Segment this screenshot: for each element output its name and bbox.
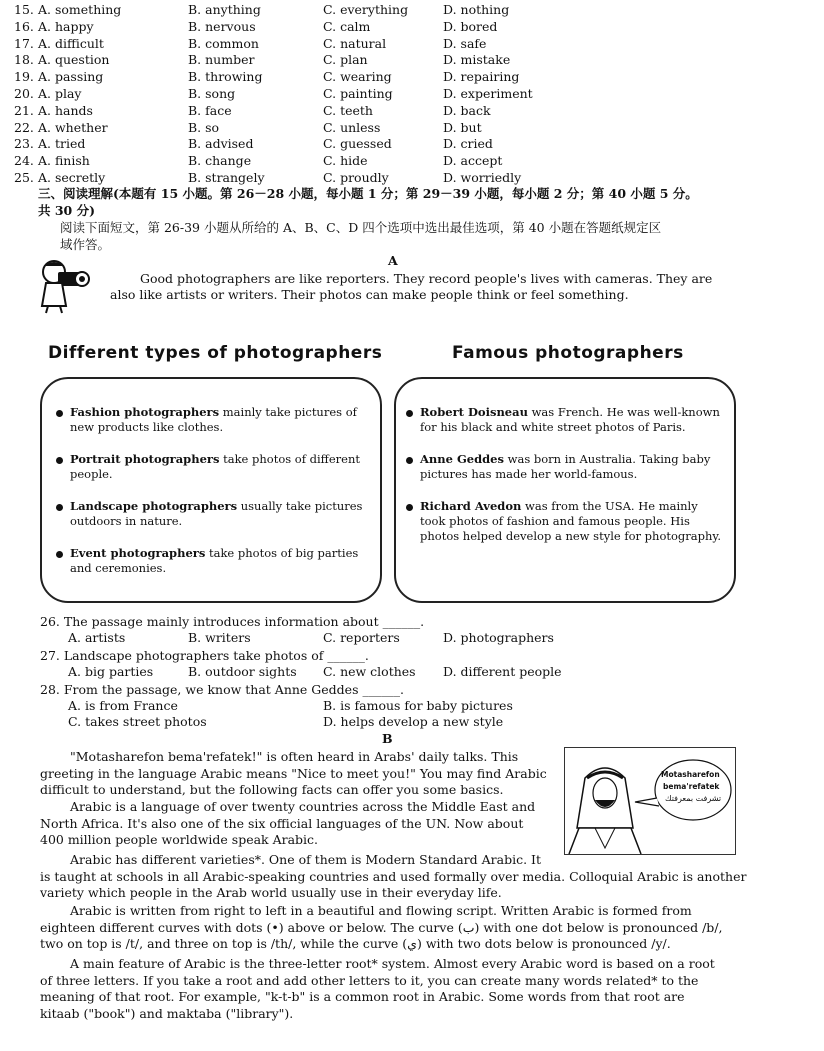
option-c: C. plan xyxy=(323,52,368,68)
item-description: was born in Australia. Taking baby pictures has made her world-famous. xyxy=(420,452,711,481)
option-a: A. hands xyxy=(38,102,93,118)
option-b: B. strangely xyxy=(188,170,265,185)
question-number: 17. xyxy=(14,35,34,51)
passage-b-line: of three letters. If you take a root and add other letters to it, you can create many words related* to the xyxy=(40,972,699,988)
item-term: Event photographers xyxy=(70,546,206,560)
section-title-cont: 共 30 分) xyxy=(38,203,96,218)
famous-photographer-item xyxy=(406,405,724,435)
left-panel-heading: Different types of photographers xyxy=(48,343,383,363)
passage-b-line: is taught at schools in all Arabic-speaking countries and used formally over media. Colloquial Arabic is another xyxy=(40,868,747,884)
passage-b-line: Arabic is a language of over twenty countries across the Middle East and xyxy=(70,799,536,814)
option-a: A. question xyxy=(38,52,110,68)
option-d: D. mistake xyxy=(443,52,511,68)
speech-line-3: تشرفت بمعرفتك xyxy=(665,794,722,803)
option-d: D. experiment xyxy=(443,86,533,101)
item-description: was French. He was well-known for his black and white street photos of Paris. xyxy=(420,405,720,434)
section-instructions-cont: 域作答。 xyxy=(60,237,111,252)
photographer-cartoon-icon xyxy=(34,258,98,314)
passage-b-line: kitaab ("book") and maktaba ("library"). xyxy=(40,1005,294,1021)
option-d: D. repairing xyxy=(443,69,520,85)
answer-option-a[interactable]: A. artists xyxy=(68,630,126,645)
passage-b-line: meaning of that root. For example, "k-t-b" is a common root in Arabic. Some words from that root are xyxy=(40,989,685,1004)
passage-b-line: "Motasharefon bema'refatek!" is often heard in Arabs' daily talks. This xyxy=(70,749,519,764)
option-c: C. hide xyxy=(323,153,368,169)
item-description: usually take pictures outdoors in nature. xyxy=(70,499,363,528)
option-b: B. song xyxy=(188,86,236,101)
item-term: Anne Geddes xyxy=(420,452,504,466)
question-stem: 28. From the passage, we know that Anne Geddes ______. xyxy=(40,682,404,697)
option-row xyxy=(14,2,614,18)
photographer-type-item xyxy=(56,405,370,435)
option-row xyxy=(14,136,614,152)
answer-option-a[interactable]: A. is from France xyxy=(68,698,178,713)
passage-b-line: Arabic is written from right to left in a beautiful and flowing script. Written Arabic is formed from xyxy=(70,903,692,918)
answer-option-c[interactable]: C. reporters xyxy=(323,630,400,645)
passage-b-label: B xyxy=(382,731,393,746)
question-stem: 27. Landscape photographers take photos of ______. xyxy=(40,648,369,663)
item-term: Richard Avedon xyxy=(420,499,522,513)
option-row xyxy=(14,19,614,35)
photographer-type-item xyxy=(56,546,370,576)
option-b: B. change xyxy=(188,153,252,169)
question-number: 16. xyxy=(14,18,34,34)
item-term: Robert Doisneau xyxy=(420,405,528,419)
option-a: A. tried xyxy=(38,136,86,152)
passage-b-line: North Africa. It's also one of the six official languages of the UN. Now about xyxy=(40,815,524,831)
option-b: B. face xyxy=(188,102,232,118)
speech-line-1: Motasharefon xyxy=(661,770,720,779)
item-description: take photos of big parties and ceremonies. xyxy=(70,546,359,575)
question-number: 21. xyxy=(14,102,34,118)
famous-photographer-item xyxy=(406,452,724,482)
option-a: A. play xyxy=(38,86,82,101)
question-number: 15. xyxy=(14,2,34,17)
answer-option-d[interactable]: D. different people xyxy=(443,664,562,679)
option-a: A. whether xyxy=(38,119,108,135)
option-a: A. finish xyxy=(38,153,90,169)
famous-photographer-item xyxy=(406,499,724,544)
section-title: 三、阅读理解(本题有 15 小题。第 26－28 小题，每小题 1 分；第 29－39 小题，每小题 2 分；第 40 小题 5 分。 xyxy=(38,186,698,201)
passage-b-line: Arabic has different varieties*. One of them is Modern Standard Arabic. It xyxy=(70,852,541,867)
passage-b-line: two on top is /t/, and three on top is /th/, while the curve (ي) with two dots below is pronounced /y/. xyxy=(40,936,671,951)
option-a: A. passing xyxy=(38,69,104,85)
option-c: C. natural xyxy=(323,35,387,51)
question-number: 23. xyxy=(14,136,34,152)
option-d: D. cried xyxy=(443,136,493,152)
option-row xyxy=(14,36,614,52)
option-d: D. bored xyxy=(443,18,498,34)
question-number: 22. xyxy=(14,119,34,135)
section-instructions: 阅读下面短文，第 26-39 小题从所给的 A、B、C、D 四个选项中选出最佳选项，第 40 小题在答题纸规定区 xyxy=(60,220,662,235)
option-b: B. throwing xyxy=(188,69,263,85)
right-panel-heading: Famous photographers xyxy=(452,343,684,363)
photographer-type-item xyxy=(56,452,370,482)
passage-b-line: eighteen different curves with dots (•) above or below. The curve (ب) with one dot below is pronounced /b/, xyxy=(40,919,723,935)
option-row xyxy=(14,52,614,68)
option-b: B. advised xyxy=(188,136,254,152)
option-row xyxy=(14,69,614,85)
answer-option-c[interactable]: C. takes street photos xyxy=(68,714,207,729)
answer-option-a[interactable]: A. big parties xyxy=(68,664,154,679)
option-row xyxy=(14,103,614,119)
passage-a-label: A xyxy=(388,253,398,268)
passage-b-line: greeting in the language Arabic means "Nice to meet you!" You may find Arabic xyxy=(40,765,547,781)
option-a: A. something xyxy=(38,2,122,17)
passage-a-intro-1: Good photographers are like reporters. They record people's lives with cameras. They are xyxy=(140,271,713,286)
option-a: A. secretly xyxy=(38,170,106,185)
arab-man-illustration xyxy=(564,747,736,855)
question-number: 24. xyxy=(14,153,34,169)
option-a: A. happy xyxy=(38,18,94,34)
answer-option-b[interactable]: B. is famous for baby pictures xyxy=(323,698,513,713)
option-c: C. calm xyxy=(323,18,371,34)
option-c: C. proudly xyxy=(323,170,389,185)
option-d: D. accept xyxy=(443,153,503,169)
answer-option-b[interactable]: B. writers xyxy=(188,630,251,645)
answer-option-d[interactable]: D. photographers xyxy=(443,630,554,645)
passage-b-line: 400 million people worldwide speak Arabic. xyxy=(40,832,319,847)
photographer-type-item xyxy=(56,499,370,529)
option-d: D. but xyxy=(443,119,482,135)
item-term: Landscape photographers xyxy=(70,499,238,513)
option-c: C. painting xyxy=(323,86,393,101)
option-a: A. difficult xyxy=(38,35,104,51)
answer-option-d[interactable]: D. helps develop a new style xyxy=(323,714,504,729)
option-c: C. everything xyxy=(323,2,409,17)
option-d: D. nothing xyxy=(443,2,510,17)
option-b: B. nervous xyxy=(188,18,256,34)
item-description: was from the USA. He mainly took photos of fashion and famous people. His photos helped develop a new style for photography. xyxy=(420,499,722,543)
question-stem: 26. The passage mainly introduces information about ______. xyxy=(40,614,425,629)
speech-line-2: bema'refatek xyxy=(663,782,720,791)
option-row xyxy=(14,86,614,102)
option-d: D. back xyxy=(443,102,491,118)
item-description: take photos of different people. xyxy=(70,452,360,481)
question-number: 25. xyxy=(14,170,34,185)
option-c: C. wearing xyxy=(323,69,392,85)
option-row xyxy=(14,120,614,136)
panel-photographer-types xyxy=(40,377,382,603)
passage-a-intro-2: also like artists or writers. Their photos can make people think or feel something. xyxy=(110,287,629,302)
passage-b-line: A main feature of Arabic is the three-letter root* system. Almost every Arabic word is based on a root xyxy=(70,956,715,971)
option-row xyxy=(14,170,614,186)
question-number: 20. xyxy=(14,86,34,101)
panel-famous-photographers xyxy=(394,377,736,603)
option-b: B. so xyxy=(188,119,220,135)
option-c: C. guessed xyxy=(323,136,392,152)
item-term: Fashion photographers xyxy=(70,405,220,419)
question-number: 19. xyxy=(14,69,34,85)
option-d: D. safe xyxy=(443,35,487,51)
option-c: C. teeth xyxy=(323,102,373,118)
option-d: D. worriedly xyxy=(443,170,522,185)
answer-option-b[interactable]: B. outdoor sights xyxy=(188,664,297,679)
item-description: mainly take pictures of new products like clothes. xyxy=(70,405,357,434)
passage-b-line: difficult to understand, but the following facts can offer you some basics. xyxy=(40,782,504,797)
option-b: B. number xyxy=(188,52,255,68)
option-c: C. unless xyxy=(323,119,381,135)
option-b: B. common xyxy=(188,35,259,51)
passage-b-line: variety which people in the Arab world usually use in their everyday life. xyxy=(40,885,502,900)
answer-option-c[interactable]: C. new clothes xyxy=(323,664,416,679)
option-b: B. anything xyxy=(188,2,261,17)
option-row xyxy=(14,153,614,169)
question-number: 18. xyxy=(14,52,34,68)
item-term: Portrait photographers xyxy=(70,452,220,466)
